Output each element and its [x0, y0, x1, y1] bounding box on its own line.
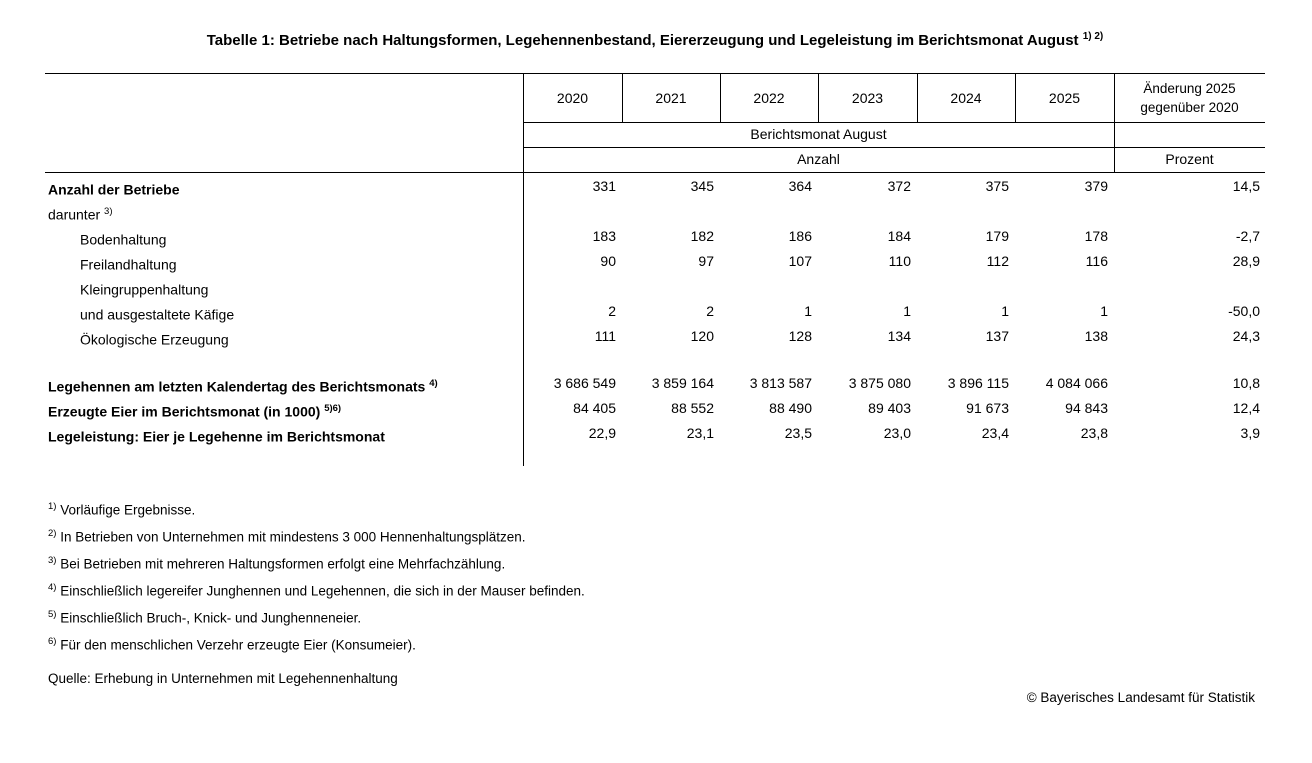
- cell-change: -2,7: [1235, 228, 1260, 244]
- table-title: [45, 31, 1265, 49]
- cell-value: 107: [788, 253, 812, 269]
- cell-value: 1: [903, 303, 911, 319]
- cell-value: 331: [592, 178, 616, 194]
- row-label: Bodenhaltung: [80, 231, 167, 248]
- table-row-kleingruppenhaltung: [45, 274, 1265, 299]
- table-row-legeleistung: [45, 421, 1265, 446]
- footnote-6: $^{6)}$ Für den menschlichen Verzehr erzeugte Eier (Konsumeier).: [48, 636, 416, 653]
- change-header-line2: gegenüber 2020: [1140, 99, 1239, 115]
- footnote-3: $^{3)}$ Bei Betrieben mit mehreren Haltungsformen erfolgt eine Mehrfachzählung.: [48, 555, 506, 572]
- cell-value: 88 552: [671, 400, 714, 416]
- cell-value: 184: [887, 228, 911, 244]
- footnote-2: $^{2)}$ In Betrieben von Unternehmen mit mindestens 3 000 Hennenhaltungsplätzen.: [48, 528, 526, 545]
- year-header-2024: 2024: [950, 89, 982, 106]
- table-row-bodenhaltung: [45, 224, 1265, 249]
- copyright-line: © Bayerisches Landesamt für Statistik: [1026, 690, 1255, 705]
- cell-value: 112: [986, 253, 1009, 269]
- cell-value: 111: [594, 328, 616, 344]
- footnote-5: $^{5)}$ Einschließlich Bruch-, Knick- und Junghenneneier.: [48, 609, 362, 626]
- row-label: Freilandhaltung: [80, 256, 177, 273]
- header-bottom-border: [45, 172, 1265, 173]
- reporting-month-subheader: Berichtsmonat August: [750, 126, 887, 142]
- footnote-1: $^{1)}$ Vorläufige Ergebnisse.: [48, 501, 196, 518]
- table-title-text: Tabelle 1: Betriebe nach Haltungsformen, Legehennenbestand, Eiererzeugung und Legeleistung im Berichtsmonat August: [206, 32, 1079, 49]
- cell-value: 128: [788, 328, 812, 344]
- source-line: Quelle: Erhebung in Unternehmen mit Legehennenhaltung: [48, 671, 398, 686]
- cell-value: 186: [788, 228, 812, 244]
- table-title-footnote-markers: 1) 2): [1082, 31, 1104, 42]
- cell-value: 182: [690, 228, 714, 244]
- table-row-freilandhaltung: [45, 249, 1265, 274]
- unit-header-prozent: Prozent: [1165, 151, 1214, 167]
- cell-value: 4 084 066: [1045, 375, 1108, 391]
- year-header-2021: 2021: [655, 89, 687, 106]
- cell-value: 183: [592, 228, 616, 244]
- cell-value: 22,9: [588, 425, 616, 441]
- cell-value: 110: [888, 253, 911, 269]
- cell-value: 134: [887, 328, 911, 344]
- cell-value: 23,0: [883, 425, 911, 441]
- cell-value: 88 490: [769, 400, 812, 416]
- cell-value: 3 896 115: [947, 375, 1009, 391]
- cell-value: 179: [985, 228, 1009, 244]
- row-label: Erzeugte Eier im Berichtsmonat (in 1000) $^{5)6)}$: [48, 403, 342, 420]
- cell-value: 345: [690, 178, 714, 194]
- cell-value: 178: [1084, 228, 1108, 244]
- cell-change: 3,9: [1240, 425, 1260, 441]
- year-header-2020: 2020: [556, 89, 589, 106]
- cell-value: 375: [985, 178, 1009, 194]
- year-header-2022: 2022: [753, 89, 785, 106]
- cell-value: 23,4: [981, 425, 1009, 441]
- cell-change: 10,8: [1232, 375, 1260, 391]
- row-label: Legeleistung: Eier je Legehenne im Berichtsmonat: [48, 428, 385, 445]
- cell-value: 1: [1001, 303, 1009, 319]
- table-row-oekologische-erzeugung: [45, 324, 1265, 349]
- cell-value: 97: [698, 253, 714, 269]
- cell-value: 2: [706, 303, 714, 319]
- cell-change: 12,4: [1232, 400, 1260, 416]
- cell-value: 90: [600, 253, 616, 269]
- cell-change: -50,0: [1228, 303, 1260, 319]
- cell-value: 3 686 549: [553, 375, 616, 391]
- cell-value: 3 875 080: [848, 375, 911, 391]
- cell-value: 120: [690, 328, 714, 344]
- table-row-ausgestaltete-kaefige: [45, 299, 1265, 324]
- cell-value: 94 843: [1065, 400, 1108, 416]
- cell-value: 23,8: [1080, 425, 1108, 441]
- change-column-header: [1114, 73, 1265, 122]
- table-row-darunter: [45, 199, 1265, 224]
- row-label: darunter $^{3)}$: [48, 206, 113, 223]
- row-label: Anzahl der Betriebe: [48, 181, 180, 198]
- unit-header-anzahl: Anzahl: [797, 151, 840, 167]
- row-label: Kleingruppenhaltung: [80, 281, 209, 298]
- cell-value: 3 813 587: [749, 375, 812, 391]
- cell-value: 137: [985, 328, 1009, 344]
- cell-value: 138: [1084, 328, 1108, 344]
- year-header-2023: 2023: [851, 89, 884, 106]
- year-header-2025: 2025: [1048, 89, 1081, 106]
- cell-change: 24,3: [1232, 328, 1260, 344]
- cell-value: 1: [804, 303, 812, 319]
- footnote-4: $^{4)}$ Einschließlich legereifer Junghennen und Legehennen, die sich in der Mauser befinden.: [48, 582, 585, 599]
- row-label: Legehennen am letzten Kalendertag des Berichtsmonats $^{4)}$: [48, 378, 438, 395]
- footnotes-block: [48, 493, 585, 655]
- row-label: und ausgestaltete Käfige: [80, 306, 235, 323]
- cell-change: 14,5: [1232, 178, 1260, 194]
- table-row-erzeugte-eier: [45, 396, 1265, 421]
- change-header-line1: Änderung 2025: [1143, 80, 1236, 96]
- row-label: Ökologische Erzeugung: [80, 331, 229, 348]
- table-row-legehennen: [45, 371, 1265, 396]
- cell-value: 3 859 164: [651, 375, 714, 391]
- cell-value: 364: [788, 178, 812, 194]
- cell-value: 372: [887, 178, 911, 194]
- cell-value: 23,5: [784, 425, 812, 441]
- cell-value: 2: [608, 303, 616, 319]
- cell-value: 89 403: [868, 400, 911, 416]
- cell-value: 116: [1085, 253, 1108, 269]
- cell-value: 1: [1100, 303, 1108, 319]
- cell-value: 23,1: [686, 425, 714, 441]
- cell-change: 28,9: [1232, 253, 1260, 269]
- table-row-anzahl-der-betriebe: [45, 174, 1265, 199]
- year-header-row: [523, 73, 1114, 122]
- cell-value: 91 673: [966, 400, 1009, 416]
- cell-value: 379: [1084, 178, 1108, 194]
- cell-value: 84 405: [573, 400, 616, 416]
